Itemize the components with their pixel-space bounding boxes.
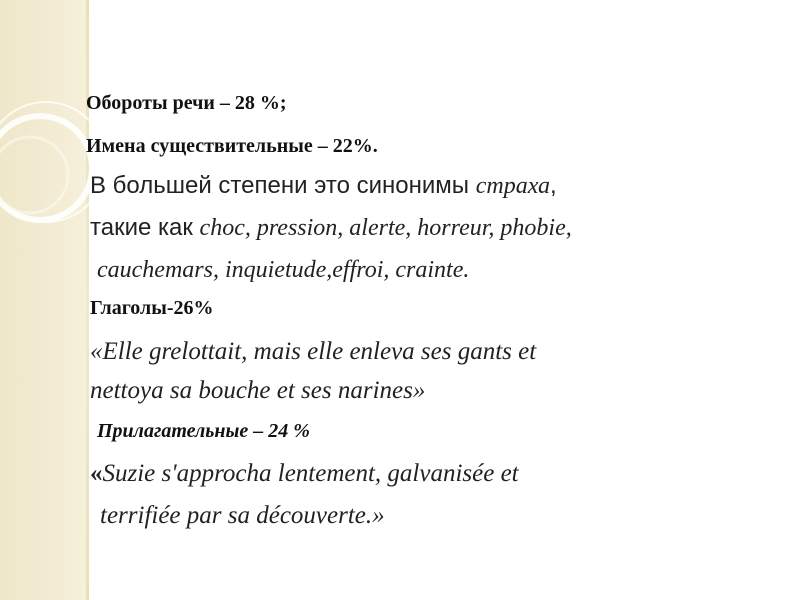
text-line-11: terrifiée par sa découverte.»	[100, 502, 385, 529]
text-line-2: Имена существительные – 22%.	[86, 135, 378, 157]
text-line-8: nettoya sa bouche et ses narines»	[90, 377, 426, 404]
text-line-1: Обороты речи – 28 %;	[86, 92, 287, 114]
text-line-3-end: ,	[550, 172, 557, 199]
text-line-9: Прилагательные – 24 %	[97, 420, 310, 442]
text-line-3	[90, 172, 557, 200]
text-line-3-italic: страха	[475, 173, 551, 199]
text-line-10-body: Suzie s'approcha lentement, galvanisée et	[102, 460, 519, 487]
text-line-6: Глаголы-26%	[90, 297, 214, 319]
text-line-5: cauchemars, inquietude,effroi, crainte.	[97, 257, 470, 283]
text-line-4-regular: такие как	[90, 214, 200, 241]
text-line-3-regular: В большей степени это синонимы	[90, 172, 476, 199]
text-line-10-open-quote: «	[90, 460, 103, 487]
text-line-10	[90, 460, 519, 488]
text-line-4-italic: choc, pression, alerte, horreur, phobie,	[199, 215, 572, 241]
text-line-7: «Elle grelottait, mais elle enleva ses gants et	[90, 338, 537, 365]
text-line-4	[90, 214, 572, 242]
